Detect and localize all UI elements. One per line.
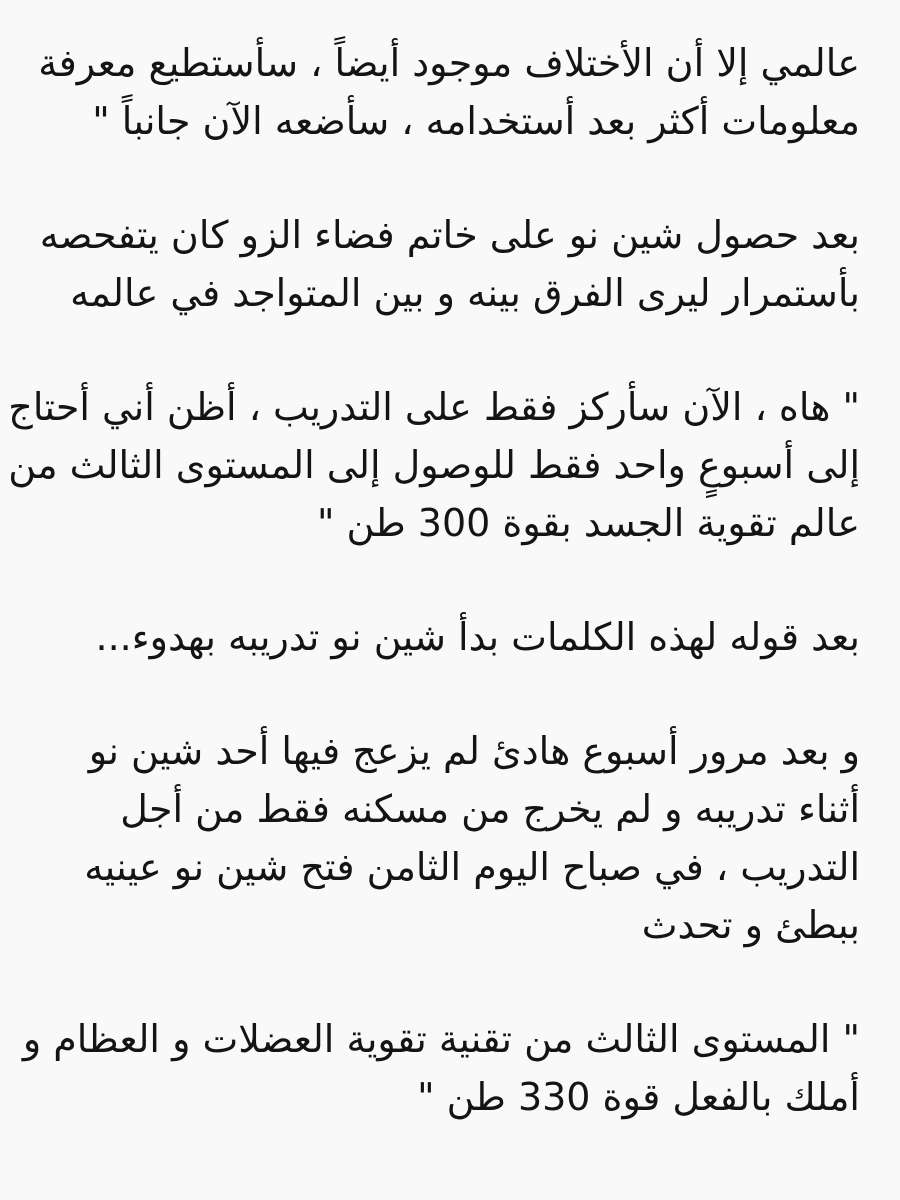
text-line: التدريب ، في صباح اليوم الثامن فتح شين نو عينيه [84,845,860,889]
paragraph-gap [40,954,860,1010]
paragraph-gap [40,322,860,378]
text-line: إلى أسبوعٍ واحد فقط للوصول إلى المستوى الثالث من [8,443,860,487]
text-line: " هاه ، الآن سأركز فقط على التدريب ، أظن أني أحتاج [8,385,860,429]
paragraph-gap [40,150,860,206]
text-line: بعد قوله لهذه الكلمات بدأ شين نو تدريبه بهدوء... [95,615,860,659]
text-line: ببطئ و تحدث [641,903,860,947]
paragraph-5 [40,722,860,954]
text-line: بأستمرار ليرى الفرق بينه و بين المتواجد في عالمه [70,271,860,315]
paragraph-4 [40,608,860,666]
paragraph-1 [40,34,860,150]
text-line: بعد حصول شين نو على خاتم فضاء الزو كان يتفحصه [39,213,860,257]
text-line: معلومات أكثر بعد أستخدامه ، سأضعه الآن جانباً " [92,99,860,143]
text-line: عالمي إلا أن الأختلاف موجود أيضاً ، سأستطيع معرفة [38,41,860,85]
paragraph-gap [40,666,860,722]
paragraph-6 [22,1010,860,1126]
paragraph-gap [40,552,860,608]
text-line: " المستوى الثالث من تقنية تقوية العضلات و العظام و [22,1017,860,1061]
text-line: و بعد مرور أسبوع هادئ لم يزعج فيها أحد شين نو [88,729,860,773]
paragraph-2 [40,206,860,322]
paragraph-3 [8,378,860,552]
text-line: عالم تقوية الجسد بقوة 300 طن " [316,501,860,545]
text-line: أملك بالفعل قوة 330 طن " [417,1075,860,1119]
text-line: أثناء تدريبه و لم يخرج من مسكنه فقط من أجل [120,787,860,831]
